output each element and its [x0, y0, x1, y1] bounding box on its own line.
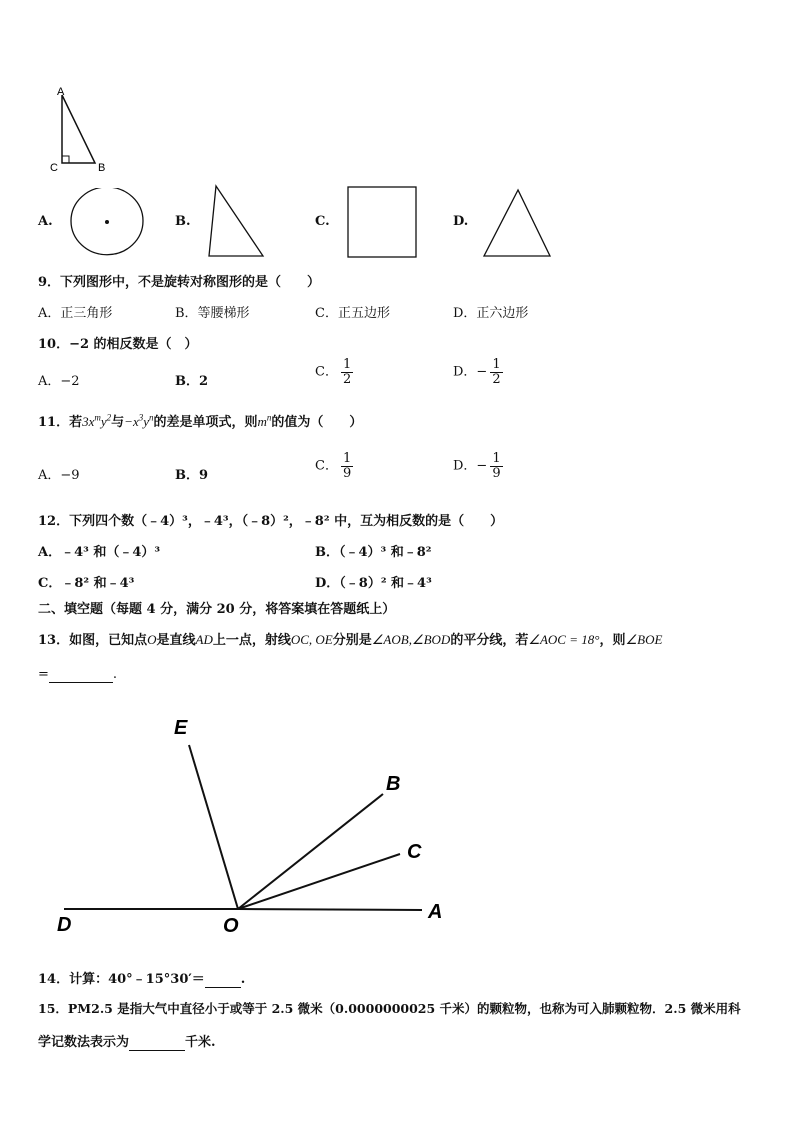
numerator: 1 — [342, 451, 352, 466]
denominator: 9 — [342, 465, 352, 481]
denominator: 2 — [342, 371, 352, 387]
var-y: y — [143, 414, 150, 429]
q9-option-c[interactable]: C．正五边形 — [315, 306, 390, 321]
q11-term2 — [124, 414, 153, 429]
q11-mn — [258, 414, 272, 429]
q11-d-label: D．− — [453, 458, 488, 474]
q13-point-o: O — [147, 632, 157, 647]
q11-option-c[interactable] — [315, 452, 353, 480]
equals: = — [38, 667, 49, 682]
q12-option-d[interactable]: D．（﹣8）² 和﹣4³ — [315, 576, 432, 591]
label-a: A — [428, 901, 443, 923]
q13-stem — [38, 629, 662, 648]
q11-tail: 的值为（ ） — [271, 415, 363, 430]
q15-text: 学记数法表示为 — [38, 1035, 130, 1050]
label-a: A — [57, 86, 65, 98]
q15-answer-blank[interactable] — [129, 1035, 185, 1051]
q9-option-a[interactable]: A．正三角形 — [38, 306, 113, 321]
q8-reference-triangle — [45, 85, 115, 175]
ray-oa — [238, 909, 422, 910]
neg: − — [124, 414, 133, 429]
q11-suffix: 的差是单项式，则 — [153, 415, 258, 430]
q10-option-c[interactable] — [315, 358, 353, 386]
q12-option-b[interactable]: B．（﹣4）³ 和﹣8² — [315, 545, 432, 560]
square-figure — [345, 184, 421, 260]
label-c: C — [407, 841, 422, 863]
q14-text: 14．计算：40°﹣15°30′＝ — [38, 972, 205, 987]
q13-angles: ∠AOB,∠BOD — [371, 632, 451, 647]
q13-text-2: 是直线 — [156, 633, 196, 648]
triangle-abc-shape — [62, 95, 95, 163]
fraction — [490, 358, 502, 386]
label-b: B — [386, 773, 401, 795]
q12-stem: 12．下列四个数（﹣4）³，﹣4³，（﹣8）²，﹣8² 中，互为相反数的是（ ） — [38, 514, 504, 529]
coef: 3 — [82, 414, 89, 429]
right-triangle-figure — [203, 184, 269, 260]
q14-answer-blank[interactable] — [205, 972, 241, 988]
q10-option-b[interactable]: B．2 — [175, 374, 209, 389]
label-c: C — [50, 162, 58, 174]
q13-given: ∠AOC = 18° — [528, 632, 600, 647]
var-y: y — [100, 414, 107, 429]
q9-option-d[interactable]: D．正六边形 — [453, 306, 529, 321]
q10-d-label: D．− — [453, 364, 488, 380]
numerator: 1 — [492, 357, 501, 372]
section-2-heading: 二、填空题（每题 4 分，满分 20 分，将答案填在答题纸上） — [38, 602, 396, 617]
equilateral-triangle-figure — [480, 186, 556, 262]
var-x: x — [88, 414, 95, 429]
label-e: E — [174, 717, 188, 739]
ray-oe — [189, 745, 238, 909]
q13-text-4: 分别是 — [332, 633, 372, 648]
q8-option-a-label[interactable]: A. — [38, 214, 53, 229]
q11-term1 — [82, 414, 111, 429]
q13-text-1: 13．如图，已知点 — [38, 633, 148, 648]
exp-3: 3 — [138, 412, 144, 423]
q13-line-ad: AD — [195, 632, 213, 647]
label-o: O — [223, 915, 239, 937]
exp-2: 2 — [106, 412, 112, 423]
q10-option-d[interactable] — [453, 358, 503, 386]
ray-oc — [238, 854, 400, 909]
exp-n: n — [266, 412, 272, 423]
q11-option-a[interactable]: A．−9 — [38, 468, 80, 483]
q9-option-b[interactable]: B．等腰梯形 — [175, 306, 250, 321]
q8-option-c-label[interactable]: C. — [315, 214, 330, 229]
fraction — [490, 452, 502, 480]
q11-mid: 与 — [111, 415, 125, 430]
q14-stem — [38, 968, 245, 988]
q13-rays: OC, OE — [290, 632, 333, 647]
q15-line-1: 15．PM2.5 是指大气中直径小于或等于 2.5 微米（0.0000000025 千米）的颗粒物，也称为可入肺颗粒物．2.5 微米用科 — [38, 1001, 741, 1016]
period: . — [240, 972, 246, 987]
var-x: x — [132, 414, 139, 429]
label-d: D — [57, 914, 72, 936]
fraction — [341, 452, 353, 480]
q9-stem: 9．下列图形中，不是旋转对称图形的是（ ） — [38, 275, 321, 290]
q8-option-d-label[interactable]: D. — [453, 214, 469, 229]
numerator: 1 — [342, 357, 352, 372]
q12-option-a[interactable]: A．﹣4³ 和（﹣4）³ — [38, 545, 161, 560]
q11-stem — [38, 411, 362, 430]
q10-stem: 10．−2 的相反数是（ ） — [38, 337, 198, 352]
q13-text-5: 的平分线，若 — [450, 633, 529, 648]
exp-m: m — [94, 412, 101, 423]
q13-text-3: 上一点，射线 — [212, 633, 291, 648]
q11-option-d[interactable] — [453, 452, 503, 480]
q13-answer-blank[interactable] — [49, 667, 113, 683]
q8-option-b-label[interactable]: B. — [175, 214, 191, 229]
label-b: B — [98, 162, 106, 174]
q13-angle-figure — [50, 710, 460, 940]
q15-line-2 — [38, 1031, 216, 1051]
fraction — [341, 358, 353, 386]
numerator: 1 — [492, 451, 501, 466]
denominator: 9 — [492, 465, 501, 481]
q11-option-b[interactable]: B．9 — [175, 468, 209, 483]
q13-target: ∠BOE — [625, 632, 663, 647]
q11-prefix: 11．若 — [38, 415, 83, 430]
right-angle-mark — [62, 156, 69, 163]
q11-c-label: C． — [315, 458, 338, 474]
period: . — [112, 667, 118, 682]
ray-ob — [238, 794, 383, 909]
q10-option-a[interactable]: A．−2 — [38, 374, 80, 389]
q15-unit: 千米. — [185, 1035, 216, 1050]
denominator: 2 — [492, 371, 501, 387]
exp-n: n — [149, 412, 154, 423]
q12-option-c[interactable]: C．﹣8² 和﹣4³ — [38, 576, 135, 591]
q13-text-6: ，则 — [599, 633, 626, 648]
q10-c-label: C． — [315, 364, 338, 380]
base-m: m — [257, 414, 267, 429]
q13-answer-line — [38, 667, 117, 683]
circle-figure — [68, 188, 148, 258]
